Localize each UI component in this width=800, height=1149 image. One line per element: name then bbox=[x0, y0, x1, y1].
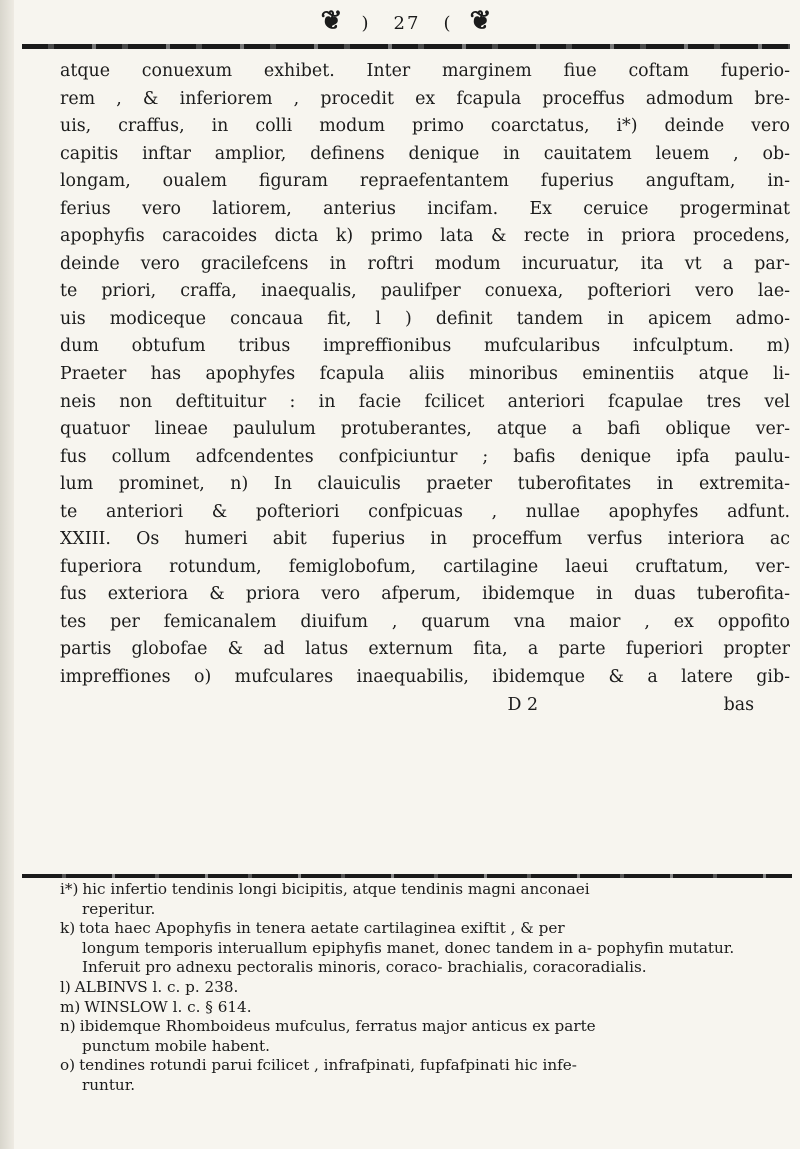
footnote-continuation: runtur. bbox=[82, 1075, 136, 1094]
ornament-left-icon: ❦ bbox=[320, 6, 345, 36]
header-rule bbox=[22, 44, 790, 49]
text-line: longam, oualem figuram repraefentantem fuperius anguftam, in- bbox=[60, 171, 790, 192]
text-line: lum prominet, n) In clauiculis praeter tuberofitates in extremita- bbox=[60, 474, 790, 495]
footnote-text: tendines rotundi parui fcilicet , infrafpinati, fupfafpinati hic infe- bbox=[79, 1056, 577, 1075]
footnote-mark: o) bbox=[60, 1056, 76, 1075]
text-line: neis non deftituitur : in facie fcilicet anteriori fcapulae tres vel bbox=[60, 391, 790, 412]
page-number: 27 bbox=[393, 13, 421, 34]
footnote-text: WINSLOW l. c. § 614. bbox=[84, 997, 252, 1016]
page-edge bbox=[0, 0, 14, 1149]
text-line: deinde vero gracilefcens in roftri modum incuruatur, ita vt a par- bbox=[60, 253, 790, 274]
text-line: Praeter has apophyfes fcapula aliis minoribus eminentiis atque li- bbox=[60, 364, 790, 385]
footnote-mark: k) bbox=[60, 919, 76, 938]
footnote bbox=[60, 1056, 780, 1095]
footnote-rule bbox=[22, 874, 792, 878]
text-line: apophyfis caracoides dicta k) primo lata & recte in priora procedens, bbox=[60, 226, 790, 247]
page-number-line: ❦ ) 27 ( ❦ bbox=[320, 6, 494, 36]
text-line: capitis inftar amplior, definens denique in cauitatem leuem , ob- bbox=[60, 143, 790, 164]
footnotes bbox=[60, 880, 780, 1096]
text-line: XXIII. Os humeri abit fuperius in proceffum verfus interiora ac bbox=[60, 529, 790, 550]
text-line: partis globofae & ad latus externum fita, a parte fuperiori propter bbox=[60, 639, 790, 660]
signature-mark: D 2 bbox=[507, 694, 539, 715]
footnote bbox=[60, 919, 780, 978]
text-line: quatuor lineae paululum protuberantes, atque a bafi oblique ver- bbox=[60, 419, 790, 440]
text-line: tes per femicanalem diuifum , quarum vna maior , ex oppofito bbox=[60, 611, 790, 632]
text-line: uis modiceque concaua fit, l ) definit tandem in apicem admo- bbox=[60, 308, 790, 329]
text-line: fus collum adfcendentes confpiciuntur ; bafis denique ipfa paulu- bbox=[60, 446, 790, 467]
text-line: te anteriori & pofteriori confpicuas , nullae apophyfes adfunt. bbox=[60, 501, 790, 522]
footnote-continuation: reperitur. bbox=[82, 899, 156, 918]
text-line: ferius vero latiorem, anterius incifam. Ex ceruice progerminat bbox=[60, 198, 790, 219]
footnote-text: ALBINVS l. c. p. 238. bbox=[74, 977, 239, 996]
footnote-continuation: longum temporis interuallum epiphyfis manet, donec tandem in a- pophyfin mutatur. Inferuit pro adnexu pectoralis minoris, coraco- brachialis, coracoradialis. bbox=[82, 938, 735, 977]
footnote-text: ibidemque Rhomboideus mufculus, ferratus major anticus ex parte bbox=[79, 1017, 596, 1036]
footnote-continuation: punctum mobile habent. bbox=[82, 1036, 270, 1055]
text-line: fus exteriora & priora vero afperum, ibidemque in duas tuberofita- bbox=[60, 584, 790, 605]
text-line: dum obtufum tribus impreffionibus mufcularibus infculptum. m) bbox=[60, 336, 790, 357]
text-line: impreffiones o) mufculares inaequabilis, ibidemque & a latere gib- bbox=[60, 667, 790, 688]
text-line: atque conuexum exhibet. Inter marginem fiue coftam fuperio- bbox=[60, 61, 790, 81]
text-line: rem , & inferiorem , procedit ex fcapula proceffus admodum bre- bbox=[60, 88, 790, 109]
text-line: te priori, craffa, inaequalis, paulifper conuexa, pofteriori vero lae- bbox=[60, 281, 790, 302]
footnote-mark: n) bbox=[60, 1017, 76, 1036]
footnote-text: hic infertio tendinis longi bicipitis, atque tendinis magni anconaei bbox=[82, 880, 590, 898]
footnote bbox=[60, 1017, 780, 1056]
footnote bbox=[60, 880, 780, 919]
text-line: fuperiora rotundum, femiglobofum, cartilagine laeui cruftatum, ver- bbox=[60, 556, 790, 577]
footnote-mark: l) bbox=[60, 977, 71, 996]
signature-line bbox=[60, 692, 790, 720]
footnote-mark: m) bbox=[60, 997, 81, 1016]
running-head bbox=[14, 0, 800, 62]
text-line: uis, craffus, in colli modum primo coarctatus, i*) deinde vero bbox=[60, 116, 790, 137]
footnote bbox=[60, 998, 780, 1018]
main-text bbox=[60, 58, 790, 719]
ornament-right-icon: ❦ bbox=[469, 6, 494, 36]
book-page bbox=[14, 0, 800, 1149]
footnote bbox=[60, 978, 780, 998]
footnote-mark: i*) bbox=[60, 880, 79, 898]
catchword: bas bbox=[723, 694, 754, 715]
footnote-text: tota haec Apophyfis in tenera aetate cartilaginea exiftit , & per bbox=[79, 919, 565, 938]
